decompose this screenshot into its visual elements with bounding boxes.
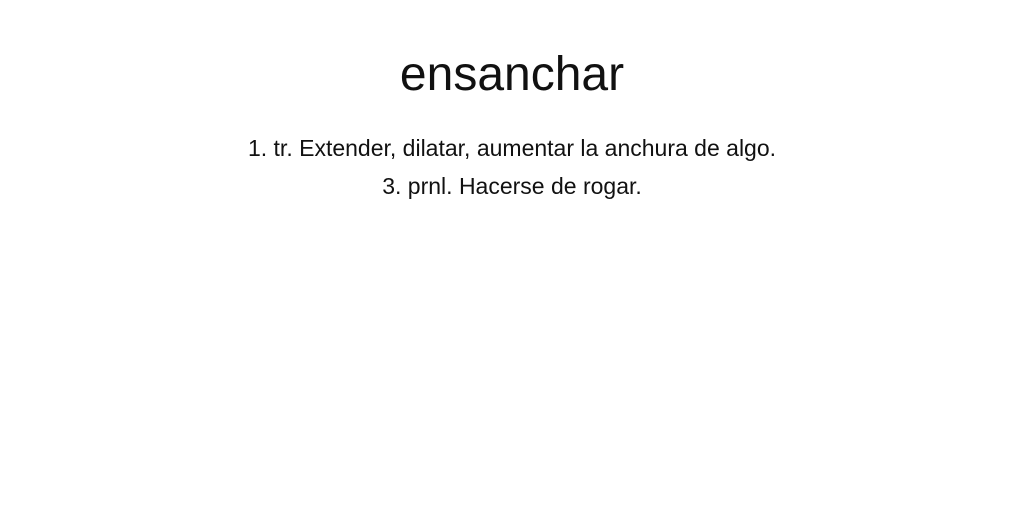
definition-item: 3. prnl. Hacerse de rogar.	[382, 173, 642, 199]
definition-item: 1. tr. Extender, dilatar, aumentar la anchura de algo.	[247, 135, 777, 161]
entry-term: ensanchar	[399, 48, 625, 101]
definition-list	[0, 129, 1024, 205]
